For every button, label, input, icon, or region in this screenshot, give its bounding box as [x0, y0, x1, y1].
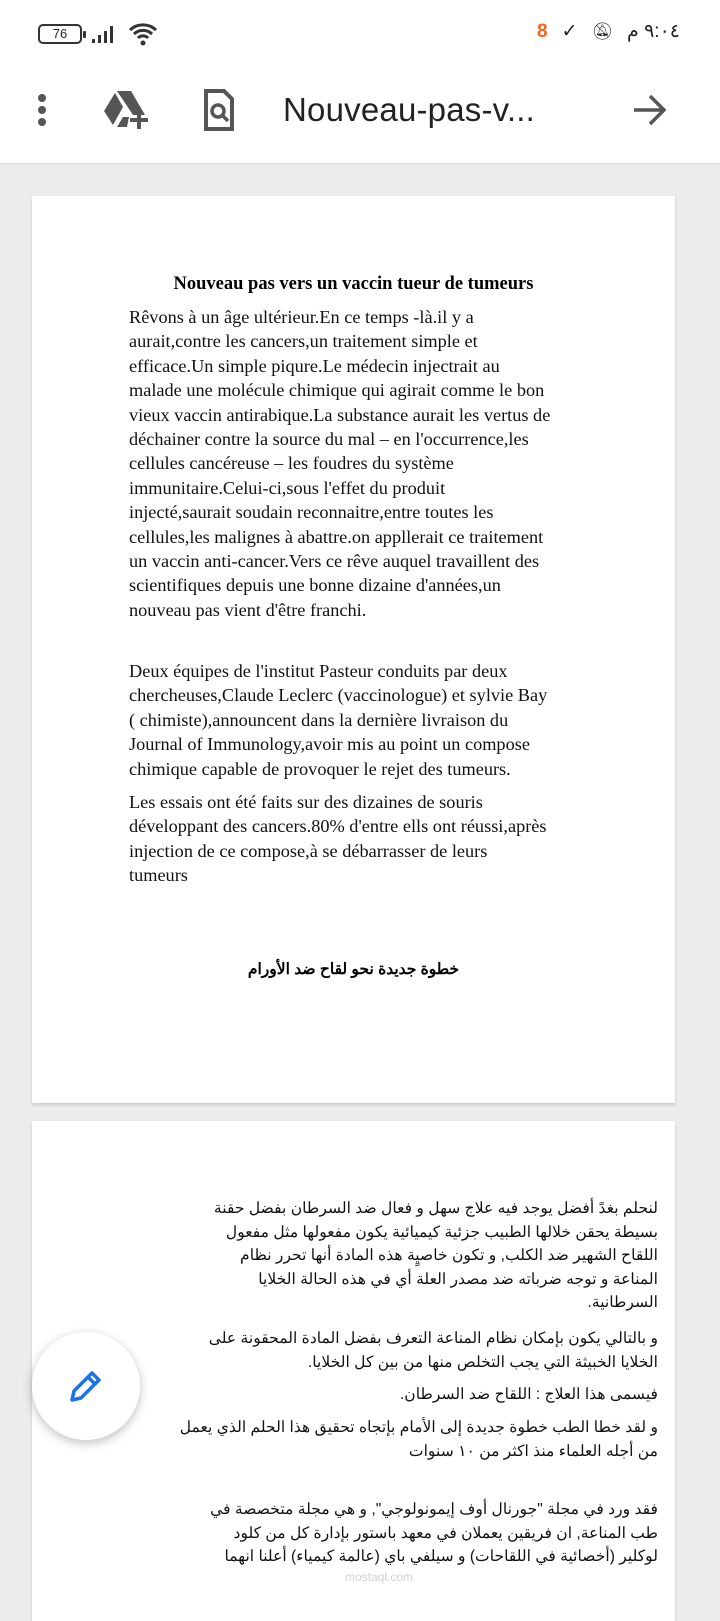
line: فقد ورد في مجلة "جورنال أوف إيمونولوجي", و هي مجلة متخصصة في — [210, 1501, 658, 1518]
mute-icon: 🔕︎ — [591, 21, 614, 41]
find-in-document-icon[interactable] — [203, 68, 235, 152]
line: injection de ce compose,à se débarrasser de leurs — [129, 840, 488, 861]
line: المناعة و توجه ضرباته ضد مصدر العلة أي في هذه الحالة الخلايا — [258, 1270, 658, 1288]
watermark: mostaql.com — [345, 1570, 414, 1584]
paragraph-2 — [129, 659, 599, 781]
line: malade une molécule chimique qui agirait comme le bon — [129, 380, 545, 401]
line: chimique capable de provoquer le rejet des tumeurs. — [129, 758, 511, 779]
line: déchainer contre la source du mal – en l'occurrence,les — [129, 429, 529, 450]
battery-icon: 76 — [38, 24, 82, 44]
line: cellules,les malignes à abattre.on appllerait ce traitement — [129, 526, 544, 547]
line: من أجله العلماء منذ اكثر من ١٠ سنوات — [408, 1442, 658, 1460]
arabic-paragraph-2 — [138, 1327, 658, 1374]
line: لوكلير (أخصائية في اللقاحات) و سيلفي باي (عالمة كيمياء) أعلنا انهما — [224, 1548, 658, 1565]
line: injecté,saurait soudain reconnaitre,entre toutes les — [129, 502, 494, 523]
line: Journal of Immunology,avoir mis au point un compose — [129, 734, 530, 755]
line: ( chimiste),announcent dans la dernière livraison du — [129, 709, 509, 730]
clock: ٩:٠٤ م — [627, 21, 680, 42]
line: nouveau pas vient d'être franchi. — [129, 599, 367, 620]
line: السرطانية. — [587, 1294, 658, 1311]
document-page-1 — [32, 196, 675, 1103]
arabic-paragraph-4 — [138, 1416, 658, 1463]
forward-arrow-icon[interactable] — [632, 68, 668, 152]
line: développant des cancers.80% d'entre ells ont réussi,après — [129, 816, 547, 837]
line: Deux équipes de l'institut Pasteur conduits par deux — [129, 661, 508, 681]
line: scientifiques depuis une bonne dizaine d'années,un — [129, 575, 501, 596]
line: طب المناعة, ان فريقين يعملان في معهد باستور بإدارة كل من كلود — [233, 1524, 658, 1542]
arabic-paragraph-1 — [138, 1197, 658, 1315]
edit-button[interactable] — [32, 1332, 140, 1440]
line: و لقد خطا الطب خطوة جديدة إلى الأمام بإتجاه تحقيق هذا الحلم الذي يعمل — [179, 1419, 658, 1436]
document-title: Nouveau-pas-v... — [283, 91, 536, 128]
app-bar — [0, 68, 720, 164]
line: cellules cancéreuse – les foudres du système — [129, 453, 454, 474]
french-title: Nouveau pas vers un vaccin tueur de tumeurs — [173, 274, 534, 294]
more-vert-icon[interactable] — [36, 68, 48, 152]
line: و بالتالي يكون بإمكان نظام المناعة التعرف بفضل المادة المحقونة على — [208, 1330, 658, 1347]
status-bar — [0, 0, 720, 68]
line: اللقاح الشهير ضد الكلب, و تكون خاصيٍة هذه المادة أنها تحرر نظام — [240, 1247, 658, 1264]
line: tumeurs — [129, 865, 188, 886]
arabic-title: خطوة جديدة نحو لقاح ضد الأورام — [247, 961, 460, 978]
arabic-paragraph-5 — [138, 1498, 658, 1569]
add-to-drive-icon[interactable] — [103, 68, 149, 152]
download-done-icon: ✓ — [561, 21, 578, 42]
pencil-icon — [66, 1366, 106, 1406]
line: aurait,contre les cancers,un traitement simple et — [129, 331, 478, 352]
signal-icon — [92, 24, 118, 44]
line: un vaccin anti-cancer.Vers ce rêve auquel travaillent des — [129, 551, 540, 572]
line: الخلايا الخبيثة التي يجب التخلص منها من بين كل الخلايا. — [307, 1353, 658, 1371]
line: Rêvons à un âge ultérieur.En ce temps -là.il y a — [129, 307, 474, 327]
line: بسيطة يحقن خلالها الطبيب جزئية كيميائية يكون مفعولها مثل مفعول — [225, 1223, 658, 1241]
line: chercheuses,Claude Leclerc (vaccinologue) et sylvie Bay — [129, 685, 548, 706]
line: Les essais ont été faits sur des dizaines de souris — [129, 792, 483, 812]
arabic-paragraph-3 — [138, 1383, 658, 1407]
recorder-icon: 8 — [536, 20, 548, 42]
line: efficace.Un simple piqure.Le médecin injectrait au — [129, 355, 500, 376]
line: immunitaire.Celui-ci,sous l'effet du produit — [129, 477, 446, 498]
line: فيسمى هذا العلاج : اللقاح ضد السرطان. — [399, 1386, 658, 1403]
line: vieux vaccin antirabique.La substance aurait les vertus de — [129, 404, 551, 425]
line: لنحلم بغدً أفضل يوجد فيه علاج سهل و فعال ضد السرطان بفضل حقنة — [213, 1200, 658, 1217]
paragraph-1 — [129, 305, 599, 622]
paragraph-3 — [129, 790, 599, 888]
wifi-icon — [128, 22, 158, 46]
